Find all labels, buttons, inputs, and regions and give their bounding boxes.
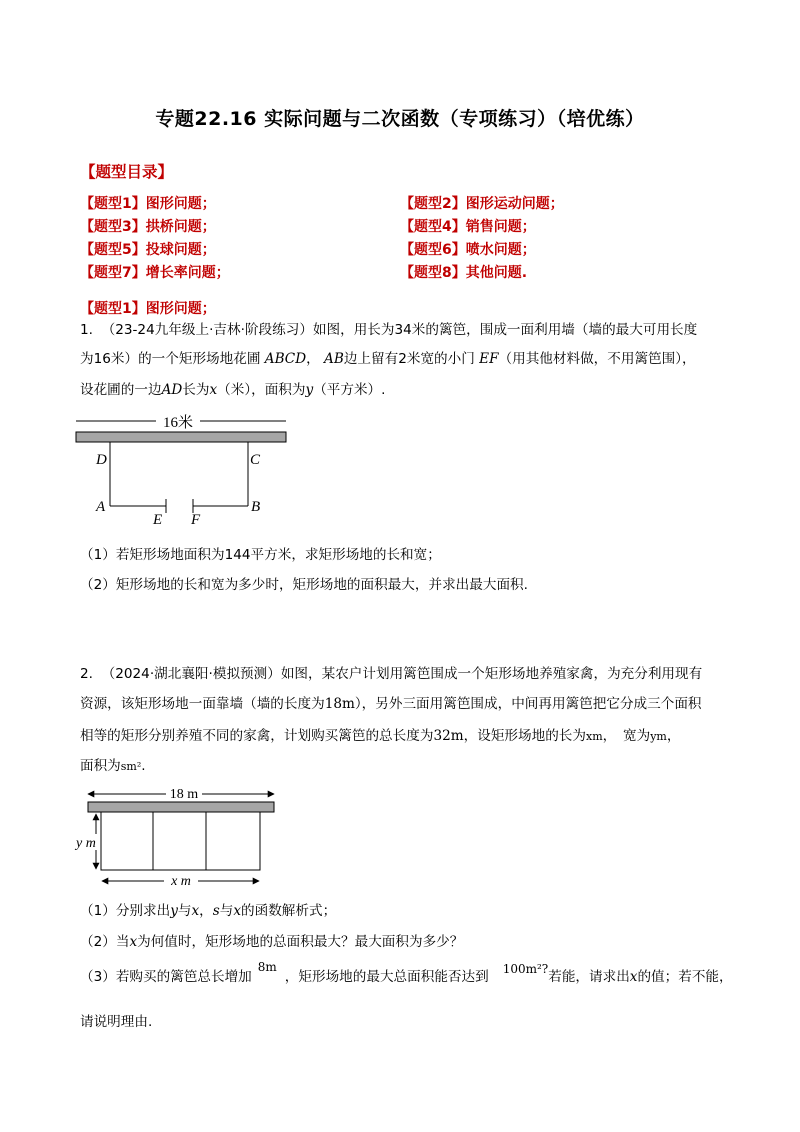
q1-text: （23-24九年级上·吉林·阶段练习）如图，用长为34米的篱笆，围成一面利用墙（墙的最大可用长度 [101,322,698,338]
toc-tag: 【题型5】 [80,242,146,258]
q2-text: ， 宽为 [602,728,651,744]
q2-text: ，设矩形场地的长为 [463,728,586,744]
toc-item-7 [80,262,230,282]
wall-length-label: 16米 [162,415,194,431]
toc-text: 增长率问题； [145,265,230,281]
toc-heading: 【题型目录】 [80,163,174,181]
toc-text: 喷水问题； [465,242,536,258]
q2-text: 的函数解析式； [241,903,337,919]
q2-line-1 [80,664,702,684]
toc-tag: 【题型3】 [80,219,146,235]
q2-text: 相等的矩形分别养殖不同的家禽，计划购买篱笆的总长度为 [80,728,434,744]
math-ab: AB [324,351,344,367]
math-abcd: ABCD [264,351,307,367]
toc-text: 图形问题； [145,196,216,212]
point-label-b: B [251,499,261,515]
toc-item-5 [80,239,216,259]
q2-sub-2 [80,932,463,952]
toc-tag: 【题型6】 [400,242,466,258]
toc-text: 其他问题. [465,265,528,281]
wall [88,802,274,812]
q2-line-3 [80,726,680,747]
q2-sub-3 [80,960,733,987]
q2-line-4 [80,756,146,777]
wall [76,432,286,442]
toc-tag: 【题型7】 [80,265,146,281]
math-ef: EF [479,351,499,367]
math-y: y [170,903,178,919]
q2-line-2 [80,694,702,714]
toc-text: 图形运动问题； [465,196,564,212]
q1-line-3 [80,380,385,400]
toc-item-3 [80,216,216,236]
q2-text: 与 [177,903,192,919]
q1-text: （平方米）. [313,382,386,398]
q2-text: ，矩形场地的最大总面积能否达到 [284,969,489,985]
q2-text: （2024·湖北襄阳·模拟预测）如图，某农户计划用篱笆围成一个矩形场地养殖家禽，为充分利用现有 [101,666,703,682]
toc-item-4 [400,216,536,236]
page-title: 专题22.16 实际问题与二次函数（专项练习）（培优练） [155,108,645,130]
q2-text: （1）分别求出 [80,903,171,919]
q1-figure [70,410,300,528]
q1-sub-1: （1）若矩形场地面积为144平方米，求矩形场地的长和宽； [80,547,441,563]
q1-text: 设花圃的一边 [80,382,162,398]
math-8m: 8m [257,960,277,974]
toc-item-8 [400,262,527,282]
toc-text: 销售问题； [465,219,536,235]
wall-length-label: 18 m [169,787,199,802]
field-outline [101,812,260,870]
q2-text: ， [666,728,681,744]
toc-tag: 【题型8】 [400,265,466,281]
q1-text: ， [306,351,320,367]
q1-text: 为16米）的一个矩形场地花圃 [80,351,261,367]
q2-text: . [141,758,146,774]
math-100m2: 100m²? [502,962,549,976]
point-label-e: E [153,512,163,528]
math-x: x [129,934,138,950]
q1-text: 边上留有2米宽的小门 [343,351,475,367]
q2-figure [74,784,284,892]
q2-text: （2）当 [80,934,130,950]
q1-text: （米），面积为 [217,382,306,398]
math-x: x [209,382,218,398]
math-sm2: sm² [120,760,142,773]
toc-item-1 [80,193,216,213]
q1-text: 长为 [182,382,210,398]
question-number: 1. [80,322,93,338]
q2-sub-1 [80,901,336,921]
point-label-a: A [96,499,106,515]
toc-item-2 [400,193,564,213]
math-s: s [212,903,220,919]
width-label: y m [76,836,96,851]
question-number: 2. [80,666,93,682]
point-label-d: D [96,452,107,468]
q1-line-2 [80,349,696,369]
point-label-c: C [250,452,261,468]
q2-text: 与 [219,903,234,919]
q2-text: 为何值时，矩形场地的总面积最大？最大面积为多少？ [137,934,464,950]
q1-text: （用其他材料做，不用篱笆围）， [498,351,696,367]
toc-text: 投球问题； [145,242,216,258]
toc-tag: 【题型2】 [400,196,466,212]
point-label-f: F [191,512,201,528]
q1-line-1 [80,320,697,340]
toc-tag: 【题型4】 [400,219,466,235]
q2-text: 的值；若不能， [637,969,733,985]
length-label: x m [171,874,191,889]
q2-text: ），另外三面用篱笆围成，中间再用篱笆把它分成三个面积 [354,696,702,712]
q2-text: 资源，该矩形场地一面靠墙（墙的长度为 [80,696,325,712]
math-ym: ym [650,730,667,743]
math-xm: xm [585,730,603,743]
section-heading-1 [80,298,216,318]
section-text: 图形问题； [145,301,216,317]
toc-text: 拱桥问题； [145,219,216,235]
q2-text: 面积为 [80,758,121,774]
section-tag: 【题型1】 [80,301,146,317]
q1-sub-2: （2）矩形场地的长和宽为多少时，矩形场地的面积最大，并求出最大面积. [80,577,528,593]
math-y: y [305,382,314,398]
math-18m: 18m [324,696,355,712]
math-ad: AD [161,382,183,398]
q2-sub-3-cont: 请说明理由. [80,1014,153,1030]
math-32m: 32m [433,728,464,744]
q2-text: ， [199,903,213,919]
q2-text: （3）若购买的篱笆总长增加 [80,969,252,985]
math-x: x [233,903,242,919]
q2-text: 若能，请求出 [548,969,630,985]
math-x: x [629,969,638,985]
toc-item-6 [400,239,536,259]
toc-tag: 【题型1】 [80,196,146,212]
math-x: x [191,903,200,919]
